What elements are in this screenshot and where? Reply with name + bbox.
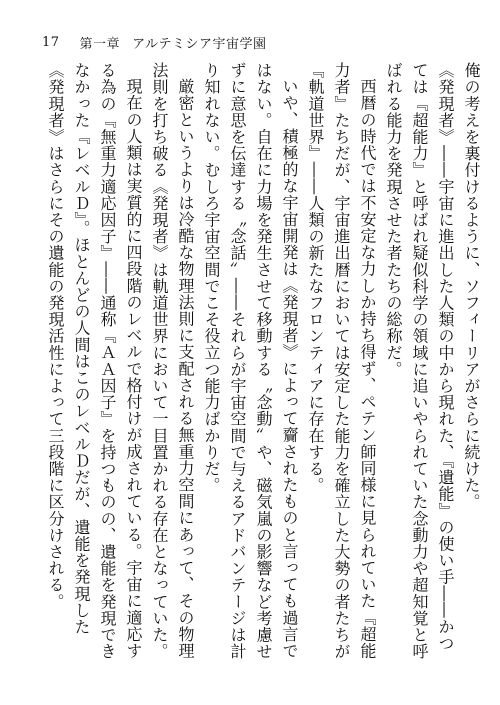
paragraph: 現在の人類は実質的に四段階のレベルで格付けが成されている。宇宙に適応する為の『無重力適応因子』――通称『ＡＡ因子』を持つものの、遺能を発現できなかった『レベルＤ』。ほとんどの人間はこのレベルＤだが、遺能を発現した《発現者》はさらにその遺能の発現活性によって三段階に区分けされる。 [46, 62, 143, 660]
chapter-title: アルテミシア宇宙学園 [132, 36, 267, 52]
paragraph: 西暦の時代では不安定な力しか持ち得ず、ペテン師同様に見られていた『超能力者』たちだが、宇宙進出暦においては安定した能力を確立した大勢の者たちが『軌道世界』――人類の新たなフロンティアに存在する。 [306, 62, 377, 660]
page-header [42, 32, 267, 52]
paragraph: 俺の考えを裏付けるように、ソフィーリアがさらに続けた。 [462, 62, 481, 511]
paragraph: 厳密というよりは冷酷な物理法則に支配される無重力空間にあって、その物理法則を打ち破る《発現者》は軌道世界において一目置かれる存在となっていた。 [150, 62, 195, 660]
chapter-label: 第一章 [79, 36, 121, 52]
body-text [38, 62, 484, 662]
paragraph: 《発現者》――宇宙に進出した人類の中から現れた、『遺能』の使い手――かつては『超能力』と呼ばれ疑似科学の領域に追いやられていた念動力や超知覚と呼ばれる能力を発現させた者たちの総称だ。 [384, 62, 455, 660]
paragraph: いや、積極的な宇宙開発は《発現者》によって齎されたものと言っても過言ではない。自在に力場を発生させて移動する〝念動〟や、磁気嵐の影響など考慮せずに意思を伝達する〝念話〟――それらが宇宙空間で与えるアドバンテージは計り知れない。むしろ宇宙空間でこそ役立つ能力ばかりだ。 [202, 62, 299, 660]
page-number: 17 [42, 34, 60, 50]
